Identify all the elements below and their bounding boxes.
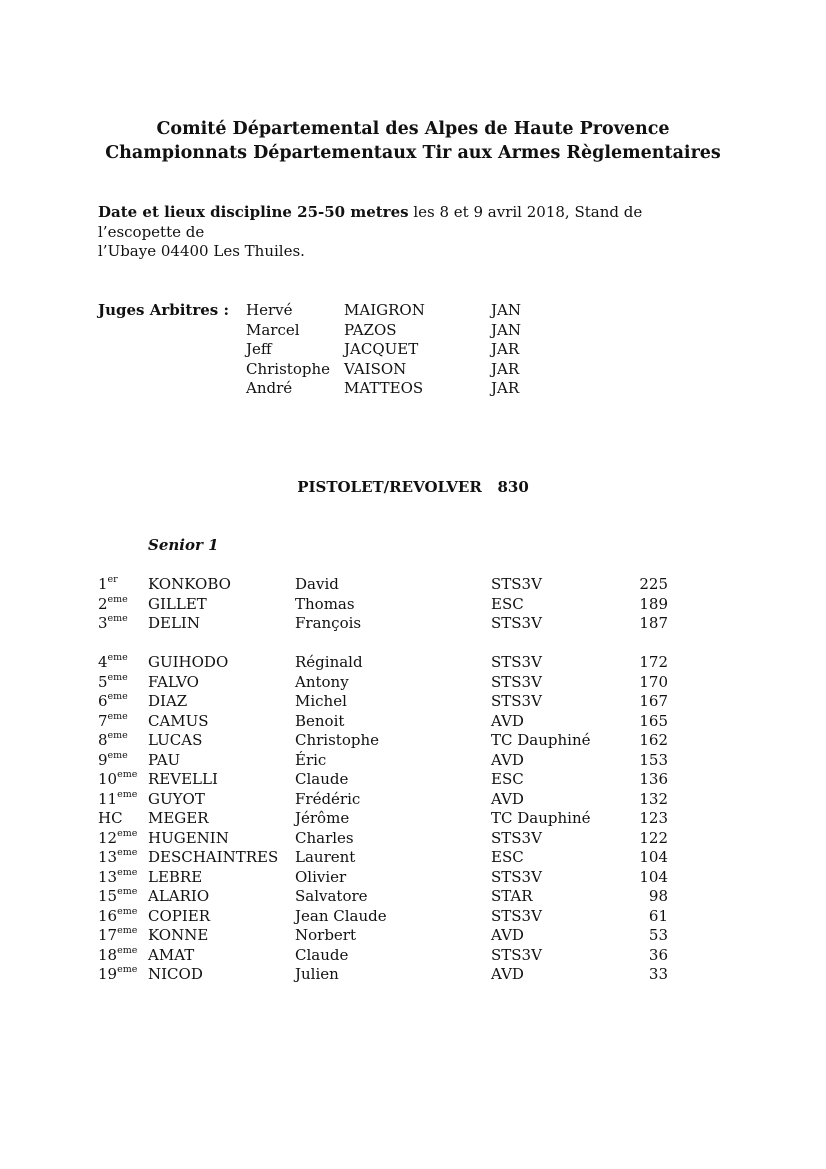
rank-number: 4	[98, 653, 108, 671]
club-name: AVD	[491, 965, 524, 983]
score: 153	[639, 750, 668, 769]
judge-grade: JAN	[491, 301, 521, 319]
shooter-first-name: Julien	[295, 965, 339, 983]
shooter-first-name: Michel	[295, 692, 347, 710]
shooter-first-name: Christophe	[295, 731, 380, 749]
rank-suffix: eme	[117, 847, 138, 858]
judge-grade: JAR	[491, 379, 520, 397]
judge-last-name: PAZOS	[344, 320, 397, 339]
category-title: Senior 1	[148, 536, 219, 554]
club-name: AVD	[491, 750, 524, 769]
shooter-first-name: Réginald	[295, 653, 363, 671]
shooter-last-name: KONKOBO	[148, 575, 231, 593]
rank-suffix: eme	[107, 691, 128, 702]
judge-last-name: VAISON	[344, 359, 407, 378]
score: 104	[639, 867, 668, 886]
rank	[98, 809, 123, 827]
rank	[98, 614, 128, 632]
club-name: AVD	[491, 926, 524, 944]
shooter-first-name: David	[295, 575, 339, 593]
rank-number: 12	[98, 828, 118, 847]
rank-number: 5	[98, 672, 108, 691]
score: 98	[648, 887, 668, 905]
rank	[98, 946, 137, 964]
rank-suffix: eme	[117, 827, 138, 839]
score: 132	[639, 789, 668, 808]
rank-number: 15	[98, 887, 118, 905]
shooter-last-name: MEGER	[148, 809, 209, 827]
club-name: STS3V	[491, 692, 542, 710]
rank-number: 11	[98, 789, 118, 808]
shooter-last-name: GUIHODO	[148, 653, 229, 671]
shooter-first-name: Thomas	[295, 594, 355, 613]
rank	[98, 829, 137, 847]
rank-suffix: eme	[107, 613, 128, 624]
club-name: STS3V	[491, 575, 542, 593]
rank-suffix: eme	[117, 964, 138, 975]
judge-grade: JAR	[491, 359, 520, 378]
rank	[98, 965, 137, 983]
shooter-first-name: Salvatore	[295, 887, 368, 905]
club-name: TC Dauphiné	[491, 809, 591, 827]
rank	[98, 731, 128, 749]
committee-title: Comité Départemental des Alpes de Haute Provence	[156, 119, 670, 139]
judge-first-name: André	[246, 379, 293, 397]
shooter-first-name: Charles	[295, 828, 354, 847]
judge-last-name: MATTEOS	[344, 379, 424, 397]
judge-first-name: Jeff	[246, 340, 272, 358]
rank-number: 18	[98, 945, 118, 964]
shooter-last-name: FALVO	[148, 672, 199, 691]
rank-suffix: eme	[107, 710, 128, 722]
score: 170	[639, 672, 668, 691]
rank-number: 16	[98, 906, 118, 925]
rank-number: 13	[98, 867, 118, 886]
club-name: STS3V	[491, 672, 542, 691]
shooter-first-name: Antony	[295, 672, 349, 691]
rank-number: HC	[98, 809, 123, 827]
score: 53	[648, 926, 668, 944]
club-name: STS3V	[491, 867, 542, 886]
club-name: STS3V	[491, 906, 542, 925]
score: 36	[648, 945, 668, 964]
shooter-first-name: Benoit	[295, 711, 345, 730]
rank-number: 1	[98, 575, 108, 593]
shooter-first-name: Jérôme	[295, 809, 350, 827]
rank-number: 19	[98, 965, 118, 983]
event-details	[98, 203, 708, 262]
score: 136	[639, 770, 668, 788]
score: 189	[639, 594, 668, 613]
shooter-last-name: ALARIO	[148, 887, 210, 905]
score: 33	[648, 965, 668, 983]
championship-title: Championnats Départementaux Tir aux Armes Règlementaires	[105, 143, 721, 163]
rank-number: 17	[98, 926, 118, 944]
rank	[98, 653, 128, 671]
rank-suffix: eme	[117, 788, 138, 800]
rank	[98, 790, 137, 808]
shooter-first-name: Claude	[295, 770, 349, 788]
rank-number: 13	[98, 848, 118, 866]
shooter-last-name: COPIER	[148, 906, 211, 925]
score: 162	[639, 731, 668, 749]
shooter-last-name: HUGENIN	[148, 828, 229, 847]
rank-suffix: eme	[107, 671, 128, 683]
rank-suffix: eme	[107, 730, 128, 741]
event-location-cont: l’Ubaye 04400 Les Thuiles.	[98, 242, 305, 260]
shooter-last-name: KONNE	[148, 926, 209, 944]
shooter-last-name: REVELLI	[148, 770, 218, 788]
rank-suffix: eme	[117, 925, 138, 936]
rank-number: 8	[98, 731, 108, 749]
club-name: ESC	[491, 594, 524, 613]
score: 123	[639, 809, 668, 827]
rank-number: 9	[98, 750, 108, 769]
shooter-first-name: Claude	[295, 945, 349, 964]
club-name: ESC	[491, 770, 524, 788]
shooter-last-name: GUYOT	[148, 789, 205, 808]
rank	[98, 770, 137, 788]
rank	[98, 887, 137, 905]
rank	[98, 712, 128, 730]
judge-first-name: Hervé	[246, 301, 293, 319]
rank-suffix: eme	[107, 749, 128, 761]
score: 225	[639, 575, 668, 593]
shooter-first-name: Éric	[295, 750, 327, 769]
rank	[98, 926, 137, 944]
shooter-last-name: GILLET	[148, 594, 207, 613]
shooter-last-name: DESCHAINTRES	[148, 848, 279, 866]
shooter-last-name: PAU	[148, 750, 181, 769]
shooter-last-name: AMAT	[148, 945, 195, 964]
shooter-last-name: NICOD	[148, 965, 203, 983]
judge-last-name: MAIGRON	[344, 301, 425, 319]
rank-suffix: eme	[117, 866, 138, 878]
score: 187	[639, 614, 668, 632]
rank-number: 3	[98, 614, 108, 632]
shooter-last-name: CAMUS	[148, 711, 209, 730]
club-name: STS3V	[491, 614, 542, 632]
rank-suffix: eme	[117, 905, 138, 917]
event-date-location: les 8 et 9 avril 2018, Stand de l’escopette de	[98, 203, 643, 241]
rank-number: 6	[98, 692, 108, 710]
shooter-first-name: Jean Claude	[295, 906, 387, 925]
rank	[98, 595, 128, 613]
rank-suffix: eme	[107, 593, 128, 605]
rank	[98, 868, 137, 886]
club-name: STAR	[491, 887, 533, 905]
shooter-last-name: LEBRE	[148, 867, 203, 886]
shooter-last-name: LUCAS	[148, 731, 203, 749]
rank-number: 10	[98, 770, 118, 788]
club-name: STS3V	[491, 945, 542, 964]
rank	[98, 848, 137, 866]
score: 165	[639, 711, 668, 730]
rank-suffix: eme	[107, 652, 128, 663]
score: 104	[639, 848, 668, 866]
judge-grade: JAR	[491, 340, 520, 358]
shooter-last-name: DELIN	[148, 614, 200, 632]
rank-suffix: eme	[117, 944, 138, 956]
club-name: ESC	[491, 848, 524, 866]
club-name: AVD	[491, 789, 524, 808]
score: 122	[639, 828, 668, 847]
club-name: TC Dauphiné	[491, 731, 591, 749]
score: 61	[648, 906, 668, 925]
judge-first-name: Marcel	[246, 320, 300, 339]
score: 172	[639, 653, 668, 671]
shooter-first-name: Olivier	[295, 867, 347, 886]
section-title: PISTOLET/REVOLVER 830	[297, 478, 529, 496]
rank-suffix: eme	[117, 769, 138, 780]
shooter-first-name: Norbert	[295, 926, 357, 944]
club-name: STS3V	[491, 653, 542, 671]
judge-first-name: Christophe	[246, 359, 331, 378]
rank	[98, 907, 137, 925]
rank-number: 2	[98, 594, 108, 613]
shooter-last-name: DIAZ	[148, 692, 188, 710]
rank	[98, 751, 128, 769]
rank	[98, 692, 128, 710]
shooter-first-name: François	[295, 614, 362, 632]
discipline-label: Date et lieux discipline 25-50 metres	[98, 203, 409, 221]
rank-number: 7	[98, 711, 108, 730]
shooter-first-name: Frédéric	[295, 789, 361, 808]
judges-label: Juges Arbitres :	[98, 301, 230, 319]
judge-last-name: JACQUET	[344, 340, 419, 358]
rank-suffix: eme	[117, 886, 138, 897]
club-name: AVD	[491, 711, 524, 730]
shooter-first-name: Laurent	[295, 848, 356, 866]
rank	[98, 575, 118, 593]
rank	[98, 673, 128, 691]
score: 167	[639, 692, 668, 710]
judge-grade: JAN	[491, 320, 521, 339]
club-name: STS3V	[491, 828, 542, 847]
rank-suffix: er	[107, 574, 118, 585]
